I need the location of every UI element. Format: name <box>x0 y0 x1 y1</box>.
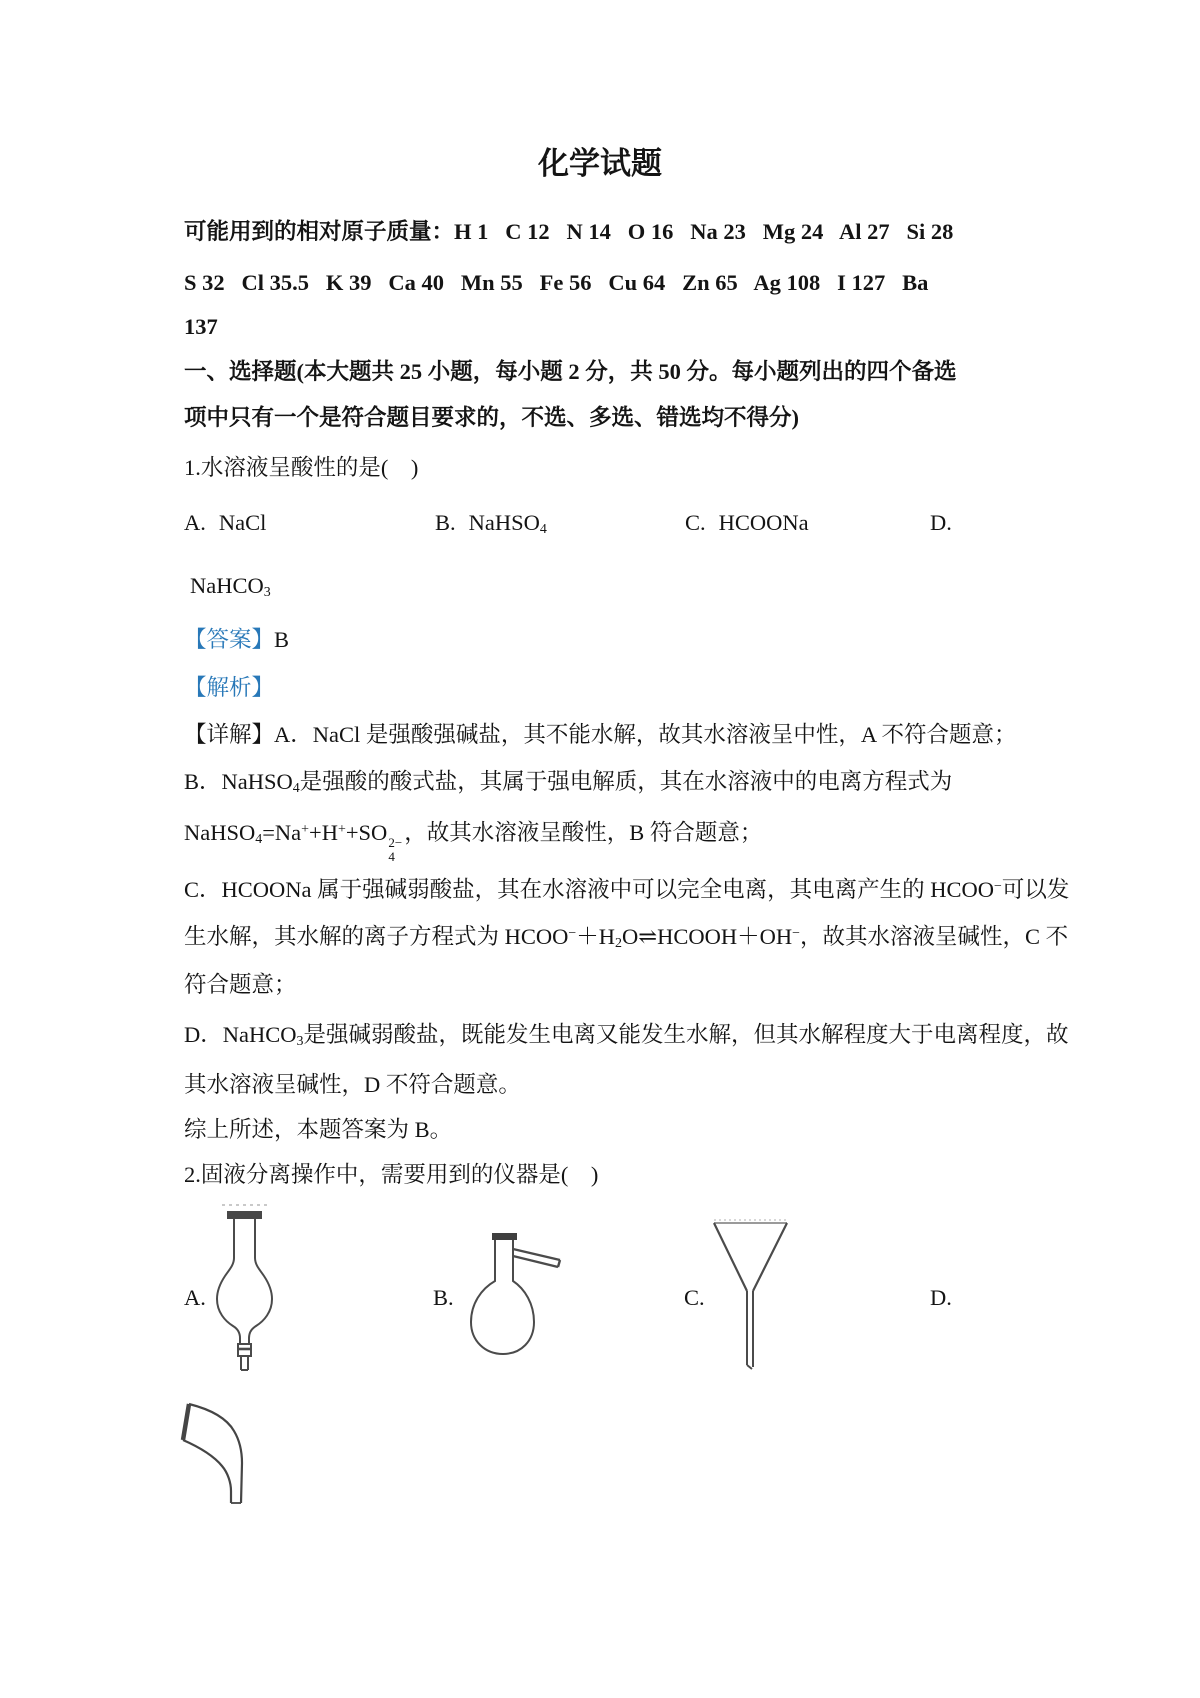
option-d <box>930 500 965 546</box>
option-a <box>184 500 266 546</box>
explanation-line: 生水解，其水解的离子方程式为 $HCOO^-+H_2O\rightleftharpoons HCOOH+OH^-$，故其水溶液呈碱性，C 不 <box>184 924 1069 952</box>
explanation-line: 【详解】A．NaCl 是强酸强碱盐，其不能水解，故其水溶液呈中性，A 不符合题意； <box>184 722 1017 747</box>
option-c <box>685 500 809 546</box>
doc-title: 化学试题 <box>538 146 662 181</box>
explanation-line: B．NaHSO$_4$是强酸的酸式盐，其属于强电解质，其在水溶液中的电离方程式为 <box>184 769 953 797</box>
explanation-line: 综上所述，本题答案为 B。 <box>184 1117 453 1142</box>
option-c-label: C. <box>685 510 706 535</box>
option-d-label: D. <box>930 510 952 535</box>
option-b-label: B. <box>435 510 456 535</box>
stopper <box>227 1211 262 1219</box>
atomic-masses-line: 可能用到的相对原子质量：H 1 C 12 N 14 O 16 Na 23 Mg 24 Al 27 Si 28 <box>184 219 954 244</box>
option-b <box>435 500 547 546</box>
answer-line <box>184 617 289 663</box>
explanation-line: 其水溶液呈碱性，D 不符合题意。 <box>184 1072 521 1097</box>
q2-option-b-label: B. <box>433 1285 454 1310</box>
explanation-line: NaHSO$_4$=Na++H++SO 2− 4 ，故其水溶液呈酸性，B 符合题意； <box>184 820 763 865</box>
section-header-line: 一、选择题(本大题共 25 小题，每小题 2 分，共 50 分。每小题列出的四个备选 <box>184 359 957 384</box>
question-1-stem: 1.水溶液呈酸性的是( ) <box>184 455 419 480</box>
q2-option-c-label: C. <box>684 1285 705 1310</box>
analysis-label: 【解析】 <box>184 675 275 700</box>
atomic-masses-line: 137 <box>184 314 218 339</box>
answer-value: B <box>274 627 290 652</box>
explanation-line: C．HCOONa 属于强碱弱酸盐，其在水溶液中可以完全电离，其电离产生的 HCOO−可以发 <box>184 877 1070 902</box>
bent-adapter-tube-image <box>181 1401 261 1514</box>
section-header-line: 项中只有一个是符合题目要求的，不选、多选、错选均不得分) <box>184 405 799 430</box>
q2-option-a-label: A. <box>184 1285 206 1310</box>
funnel-image <box>712 1219 789 1371</box>
option-b-formula: NaHSO$_4$ <box>468 510 547 538</box>
question-2-stem: 2.固液分离操作中，需要用到的仪器是( ) <box>184 1162 599 1187</box>
option-d-formula-overflow: NaHCO$_3$ <box>190 573 271 601</box>
analysis-line <box>184 665 274 711</box>
option-a-formula: NaCl <box>218 510 267 535</box>
explanation-line: D．NaHCO$_3$是强碱弱酸盐，既能发生电离又能发生水解，但其水解程度大于电离程度，故 <box>184 1022 1069 1050</box>
option-c-formula: HCOONa <box>718 510 809 535</box>
atomic-masses-line: S 32 Cl 35.5 K 39 Ca 40 Mn 55 Fe 56 Cu 64 Zn 65 Ag 108 I 127 Ba <box>184 270 929 295</box>
q2-option-d-label: D. <box>930 1285 952 1310</box>
neck-cap <box>492 1233 517 1240</box>
distillation-flask-image <box>468 1227 564 1357</box>
option-a-label: A. <box>184 510 206 535</box>
answer-label: 【答案】 <box>184 627 275 652</box>
explanation-line: 符合题意； <box>184 972 297 997</box>
separating-funnel-image <box>214 1202 275 1375</box>
